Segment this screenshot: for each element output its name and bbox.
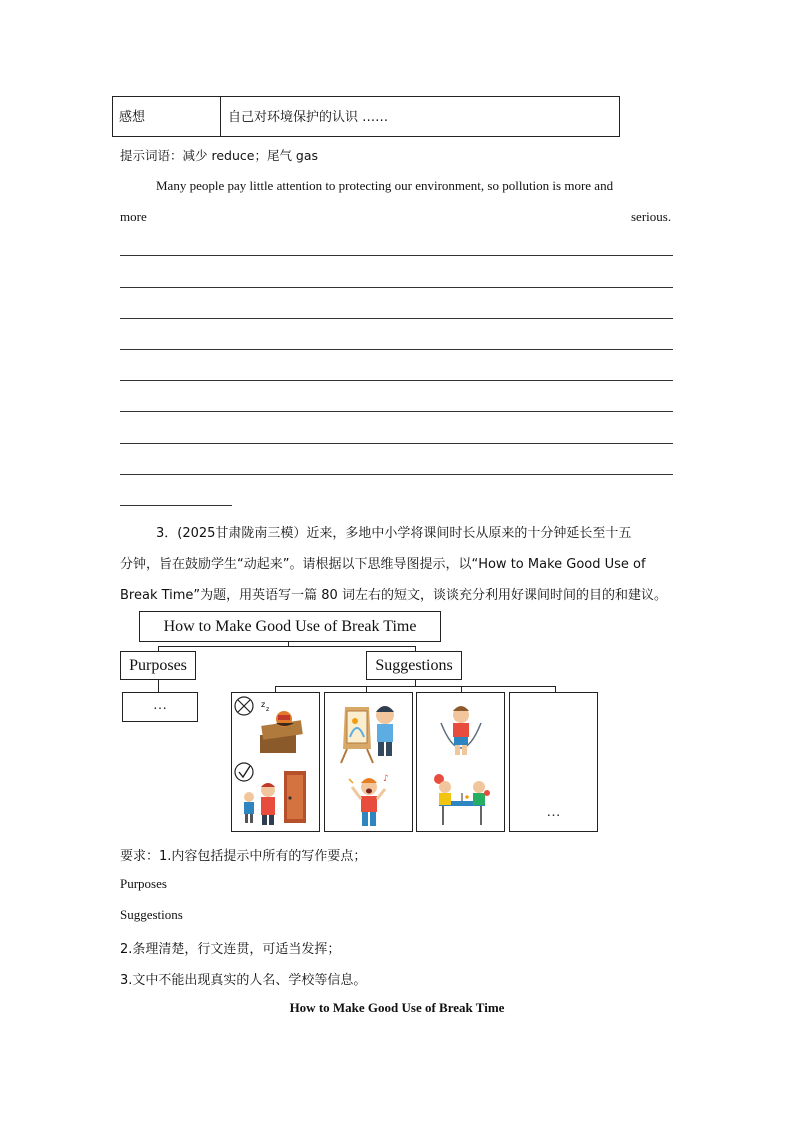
connector [158,680,159,692]
purposes-label: Purposes [129,657,187,674]
connector [275,686,556,687]
requirement-2: 2.条理清楚，行文连贯，可适当发挥； [120,942,341,957]
writing-line[interactable] [120,443,673,444]
question-line1: 3．(2025甘肃陇南三模）近来，多地中小学将课间时长从原来的十分钟延长至十五 [156,526,632,541]
mindmap-title: How to Make Good Use of Break Time [163,618,417,635]
requirement-1: 要求：1.内容包括提示中所有的写作要点； [120,849,367,864]
question-line3: Break Time”为题，用英语写一篇 80 词左右的短文，谈谈充分利用好课间时间的目的和建议。 [120,588,667,603]
question-line2: 分钟，旨在鼓励学生“动起来”。请根据以下思维导图提示，以“How to Make Good Use of [120,557,646,572]
requirement-purposes: Purposes [120,876,167,891]
topic-table-row [112,96,620,137]
purposes-leaf-box [122,692,198,722]
svg-text:z: z [266,706,270,713]
suggestion-card-2 [324,692,413,832]
mindmap-title-box [139,611,441,642]
opening-sentence-line1: Many people pay little attention to protecting our environment, so pollution is more and [156,178,614,193]
opening-sentence-line2-left: more [120,209,147,224]
essay-title: How to Make Good Use of Break Time [289,1000,505,1015]
writing-line[interactable] [120,474,673,475]
writing-line[interactable] [120,380,673,381]
jump-rope-icon [417,693,504,831]
opening-sentence-line2-right: serious. [631,209,672,224]
table-label-cell: 感想 [113,97,221,136]
suggestion-card-3 [416,692,505,832]
suggestion-card-4 [509,692,598,832]
requirement-3: 3.文中不能出现真实的人名、学校等信息。 [120,973,367,988]
writing-line[interactable] [120,318,673,319]
suggestions-label: Suggestions [375,657,453,674]
writing-line[interactable] [120,349,673,350]
purposes-leaf-text: … [153,698,167,713]
writing-line[interactable] [120,287,673,288]
requirement-suggestions: Suggestions [120,907,183,922]
drawing-icon [325,693,412,831]
no-sleep-icon [232,693,319,831]
suggestion-card-1 [231,692,320,832]
svg-text:z: z [261,700,266,709]
suggestions-box [366,651,462,680]
purposes-box [120,651,196,680]
table-content-cell: 自己对环境保护的认识 …… [228,110,389,125]
hint-words: 提示词语：减少 reduce；尾气 gas [120,148,319,163]
connector [158,646,415,647]
writing-line[interactable] [120,255,673,256]
writing-line[interactable] [120,411,673,412]
writing-line-short[interactable] [120,505,232,506]
svg-text:♪: ♪ [383,774,389,784]
more-suggestions-ellipsis: … [546,805,561,820]
